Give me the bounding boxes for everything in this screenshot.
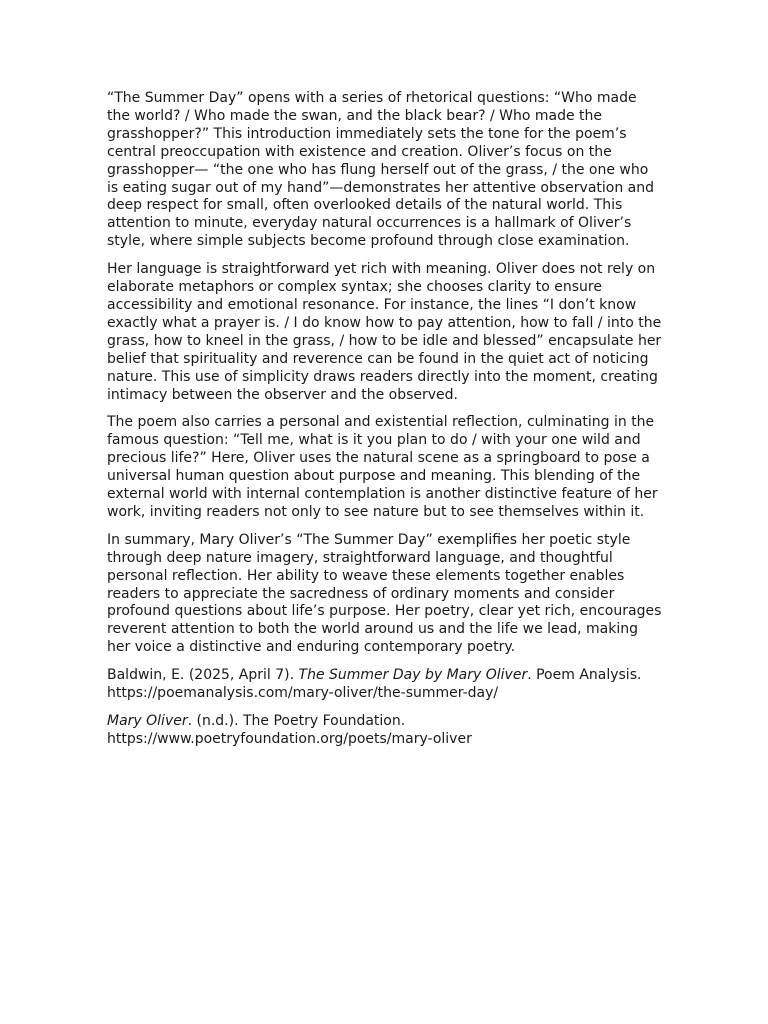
reference-author-date: Baldwin, E. (2025, April 7). <box>107 667 299 684</box>
document-body <box>107 90 663 759</box>
reference-title: Mary Oliver <box>107 713 188 729</box>
reference-entry <box>107 713 663 749</box>
paragraph-intro: “The Summer Day” opens with a series of rhetorical questions: “Who made the world? / Who made the swan, and the black bear? / Who made the grasshopper?” This introduction immediately sets the tone for the poem’s central preoccupation with existence and creation. Oliver’s focus on the grasshopper— “the one who has flung herself out of the grass, / the one who is eating sugar out of my hand”—demonstrates her attentive observation and deep respect for small, often overlooked details of the natural world. This attention to minute, everyday natural occurrences is a hallmark of Oliver’s style, where simple subjects become profound through close examination. <box>107 90 655 250</box>
paragraph-language: Her language is straightforward yet rich with meaning. Oliver does not rely on elaborate metaphors or complex syntax; she chooses clarity to ensure accessibility and emotional resonance. For instance, the lines “I don’t know exactly what a prayer is. / I do know how to pay attention, how to fall / into the grass, how to kneel in the grass, / how to be idle and blessed” encapsulate her belief that spirituality and reverence can be found in the quiet act of noticing nature. This use of simplicity draws readers directly into the moment, creating intimacy between the observer and the observed. <box>107 261 662 403</box>
reference-entry <box>107 667 663 703</box>
reference-url[interactable]: https://www.poetryfoundation.org/poets/mary-oliver <box>107 730 472 747</box>
reference-source: . (n.d.). The Poetry Foundation. <box>187 713 406 729</box>
reference-title: The Summer Day by Mary Oliver <box>298 667 528 684</box>
reference-url[interactable]: https://poemanalysis.com/mary-oliver/the-summer-day/ <box>107 685 499 702</box>
paragraph-reflection: The poem also carries a personal and existential reflection, culminating in the famous question: “Tell me, what is it you plan to do / with your one wild and precious life?” Here, Oliver uses the natural scene as a springboard to pose a universal human question about purpose and meaning. This blending of the external world with internal contemplation is another distinctive feature of her work, inviting readers not only to see nature but to see themselves within it. <box>107 414 658 520</box>
reference-source: . Poem Analysis. <box>527 667 642 684</box>
paragraph-summary: In summary, Mary Oliver’s “The Summer Day” exemplifies her poetic style through deep nature imagery, straightforward language, and thoughtful personal reflection. Her ability to weave these elements together enables readers to appreciate the sacredness of ordinary moments and consider profound questions about life’s purpose. Her poetry, clear yet rich, encourages reverent attention to both the world around us and the life we lead, making her voice a distinctive and enduring contemporary poetry. <box>107 531 662 656</box>
